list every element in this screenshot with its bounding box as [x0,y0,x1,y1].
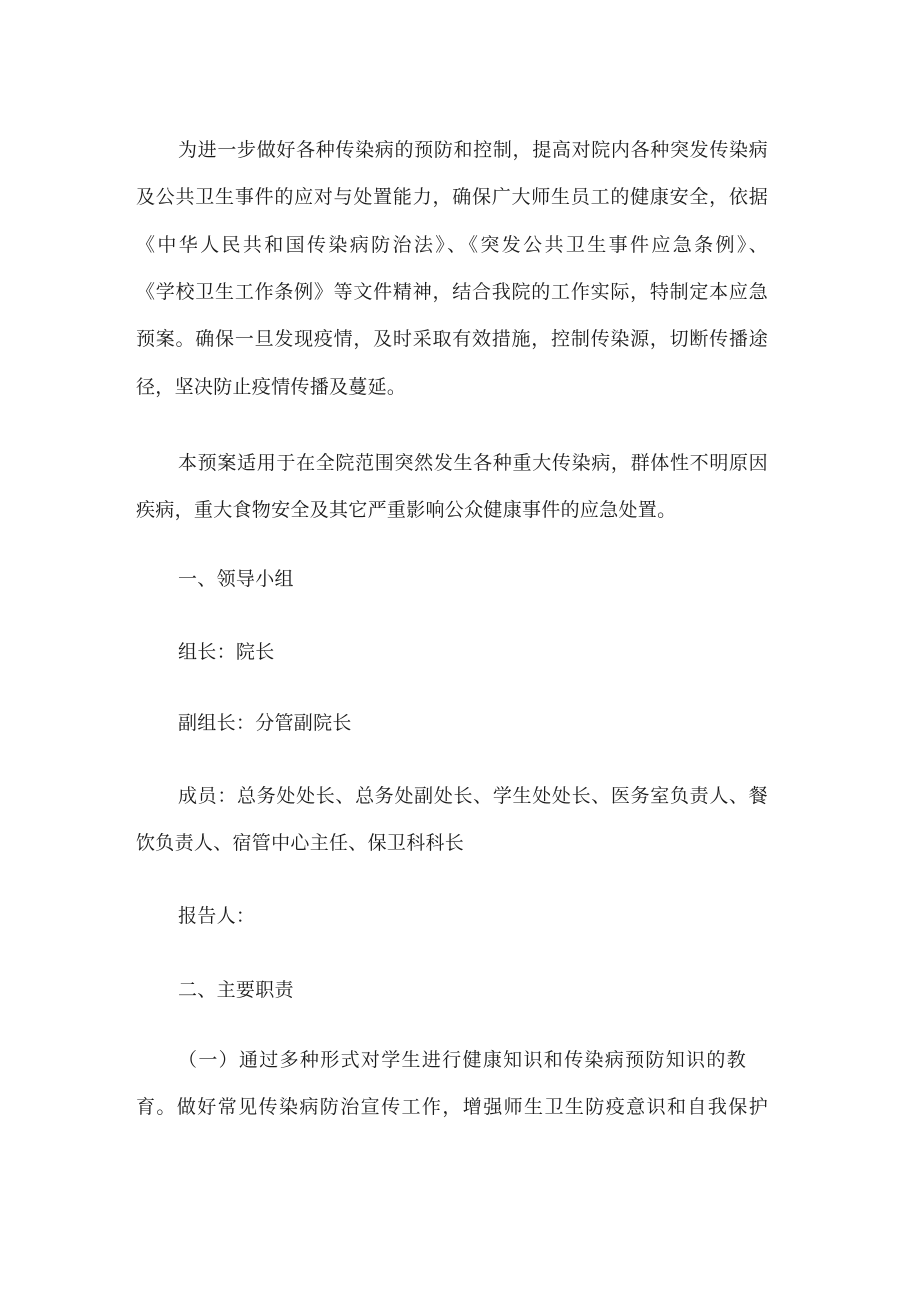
section-heading-leadership-group: 一、领导小组 [178,568,294,590]
intro-paragraph-line-6: 径，坚决防止疫情传播及蔓延。 [136,376,407,398]
section-heading-main-duties: 二、主要职责 [178,979,294,1001]
members-line-1: 成员：总务处处长、总务处副处长、学生处处长、医务室负责人、餐 [178,785,768,807]
intro-paragraph-line-4: 《学校卫生工作条例》等文件精神，结合我院的工作实际，特制定本应急 [136,281,768,303]
scope-paragraph-line-1: 本预案适用于在全院范围突然发生各种重大传染病，群体性不明原因 [178,452,768,474]
intro-paragraph-line-3: 《中华人民共和国传染病防治法》、《突发公共卫生事件应急条例》、 [136,234,768,256]
members-line-2: 饮负责人、宿管中心主任、保卫科科长 [136,832,465,854]
deputy-leader-line: 副组长：分管副院长 [178,712,352,734]
duty-1-line-2: 育。做好常见传染病防治宣传工作，增强师生卫生防疫意识和自我保护 [136,1096,768,1118]
scope-paragraph-line-2: 疾病，重大食物安全及其它严重影响公众健康事件的应急处置。 [136,499,677,521]
duty-1-line-1: （一）通过多种形式对学生进行健康知识和传染病预防知识的教 [178,1049,746,1071]
intro-paragraph-line-2: 及公共卫生事件的应对与处置能力，确保广大师生员工的健康安全，依据 [136,186,768,208]
intro-paragraph-line-1: 为进一步做好各种传染病的预防和控制，提高对院内各种突发传染病 [178,139,768,161]
reporter-line: 报告人： [178,905,256,927]
group-leader-line: 组长：院长 [178,641,275,663]
intro-paragraph-line-5: 预案。确保一旦发现疫情，及时采取有效措施，控制传染源，切断传播途 [136,328,768,350]
